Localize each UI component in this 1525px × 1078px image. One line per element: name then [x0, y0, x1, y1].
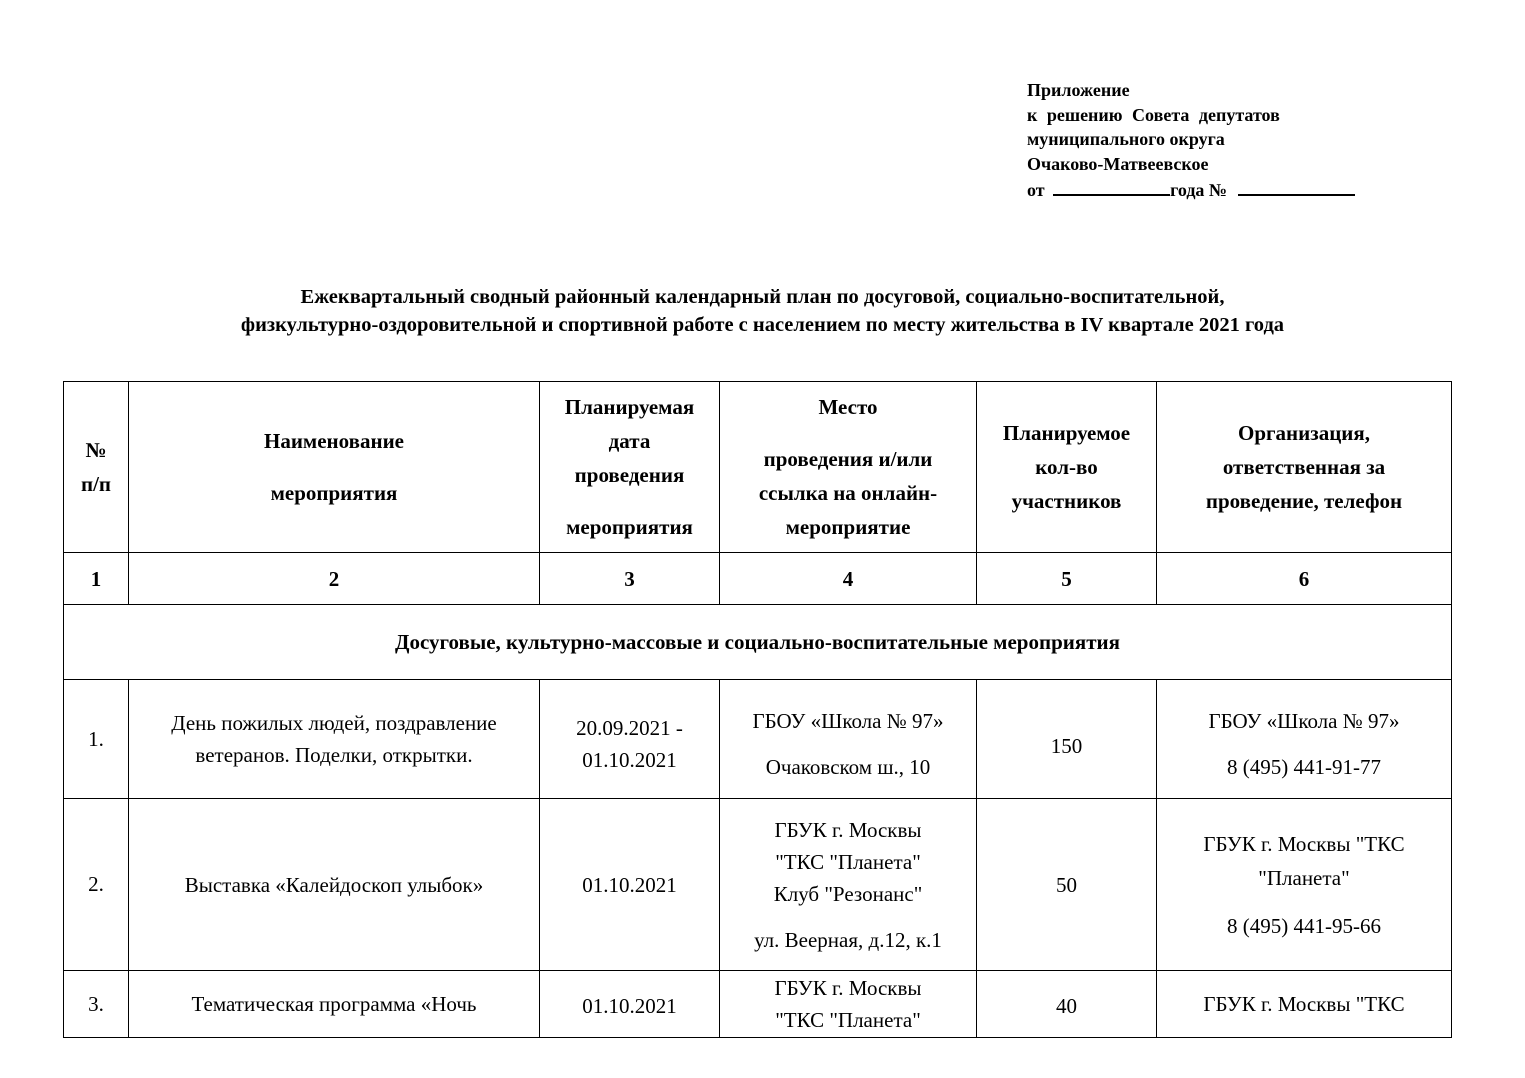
event-venue-line-4: ул. Веерная, д.12, к.1 — [754, 927, 942, 952]
row-number: 2. — [64, 799, 129, 971]
document-title-line-2: физкультурно-оздоровительной и спортивной работе с населением по месту жительства в IV квартале 2021 года — [240, 314, 1285, 336]
event-organizer — [1157, 680, 1452, 799]
event-organizer-phone: 8 (495) 441-91-77 — [1227, 755, 1381, 779]
header-event-name-line-1: Наименование — [264, 429, 404, 453]
events-plan-table — [63, 381, 1452, 1038]
event-venue-line-1: ГБОУ «Школа № 97» — [752, 709, 944, 733]
header-planned-date-line-1: Планируемая — [564, 395, 695, 419]
event-name: Выставка «Калейдоскоп улыбок» — [129, 799, 540, 971]
header-number-line-1: № — [85, 438, 107, 462]
row-number: 1. — [64, 680, 129, 799]
event-venue — [720, 799, 977, 971]
column-number-3: 3 — [540, 553, 720, 605]
event-organizer: ГБУК г. Москвы "ТКС — [1157, 971, 1452, 1038]
table-row — [64, 971, 1452, 1038]
event-date: 01.10.2021 — [540, 799, 720, 971]
header-event-name-line-2: мероприятия — [270, 481, 398, 505]
header-planned-date-line-3: проведения — [574, 463, 685, 487]
appendix-block — [1027, 78, 1355, 203]
row-number: 3. — [64, 971, 129, 1038]
event-venue-line-2: Очаковском ш., 10 — [765, 755, 931, 779]
event-organizer — [1157, 799, 1452, 971]
event-participants-value: 40 — [1056, 994, 1077, 1018]
event-date — [540, 680, 720, 799]
table-row — [64, 680, 1452, 799]
header-organizer — [1157, 382, 1452, 553]
header-number-line-2: п/п — [80, 472, 112, 496]
document-title — [0, 283, 1525, 339]
header-planned-date-line-2: дата — [608, 429, 651, 453]
appendix-line-5 — [1027, 176, 1355, 203]
header-planned-date-line-4: мероприятия — [566, 515, 693, 539]
header-participants-line-2: кол-во — [1035, 455, 1098, 479]
header-participants-line-3: участников — [1011, 489, 1122, 513]
header-organizer-line-2: ответственная за — [1222, 455, 1386, 479]
table-header-row — [64, 382, 1452, 553]
header-participants — [977, 382, 1157, 553]
section-title: Досуговые, культурно-массовые и социально-воспитательные мероприятия — [64, 605, 1452, 680]
column-number-2: 2 — [129, 553, 540, 605]
header-venue-line-3: ссылка на онлайн- — [758, 481, 938, 505]
event-name: День пожилых людей, поздравление ветеранов. Поделки, открытки. — [129, 680, 540, 799]
header-event-name — [129, 382, 540, 553]
event-venue — [720, 971, 977, 1038]
appendix-line-2: к решению Совета депутатов — [1027, 104, 1280, 125]
event-participants-value: 150 — [1050, 734, 1083, 758]
header-organizer-line-1: Организация, — [1238, 421, 1370, 445]
header-venue-line-1: Место — [818, 395, 878, 419]
column-number-4: 4 — [720, 553, 977, 605]
header-organizer-line-3: проведение, телефон — [1205, 489, 1403, 513]
header-planned-date — [540, 382, 720, 553]
appendix-year-label: года № — [1170, 180, 1228, 200]
event-venue-line-2: "ТКС "Планета" — [775, 1008, 921, 1032]
header-venue — [720, 382, 977, 553]
header-participants-line-1: Планируемое — [1002, 421, 1131, 445]
column-number-1: 1 — [64, 553, 129, 605]
event-date-text: 20.09.2021 - 01.10.2021 — [576, 716, 683, 772]
header-venue-line-2: проведения и/или — [763, 447, 933, 471]
event-venue — [720, 680, 977, 799]
event-organizer-phone: 8 (495) 441-95-66 — [1227, 913, 1381, 938]
table-row — [64, 799, 1452, 971]
document-title-line-1: Ежеквартальный сводный районный календарный план по досуговой, социально-воспитательной, — [300, 286, 1225, 308]
column-numbers-row — [64, 553, 1452, 605]
column-number-5: 5 — [977, 553, 1157, 605]
event-venue-line-1: ГБУК г. Москвы — [774, 976, 922, 1000]
event-participants — [977, 971, 1157, 1038]
section-header-row — [64, 605, 1452, 680]
event-date-text: 01.10.2021 — [582, 994, 677, 1018]
event-name: Тематическая программа «Ночь — [129, 971, 540, 1038]
event-venue-line-1: ГБУК г. Москвы — [774, 817, 922, 842]
appendix-line-3: муниципального округа — [1027, 129, 1225, 149]
number-blank-line — [1238, 176, 1355, 196]
event-participants: 50 — [977, 799, 1157, 971]
date-blank-line — [1053, 176, 1170, 196]
event-organizer-line-1: ГБОУ «Школа № 97» — [1208, 709, 1400, 733]
event-organizer-line-1: ГБУК г. Москвы "ТКС "Планета" — [1203, 831, 1405, 890]
event-venue-line-2: "ТКС "Планета" — [775, 849, 921, 874]
event-participants — [977, 680, 1157, 799]
header-venue-line-4: мероприятие — [785, 515, 911, 539]
event-date — [540, 971, 720, 1038]
appendix-line-4: Очаково-Матвеевское — [1027, 153, 1209, 174]
header-number — [64, 382, 129, 553]
event-venue-line-3: Клуб "Резонанс" — [773, 881, 923, 906]
appendix-from-label: от — [1027, 180, 1045, 200]
appendix-line-1: Приложение — [1027, 80, 1130, 100]
column-number-6: 6 — [1157, 553, 1452, 605]
